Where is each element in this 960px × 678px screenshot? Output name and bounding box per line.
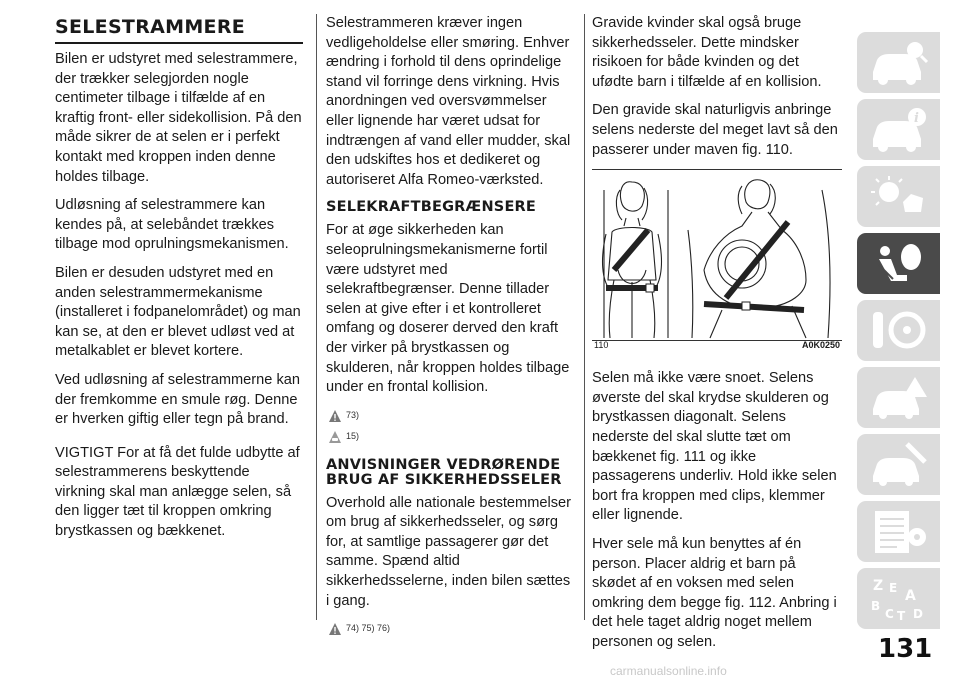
column-2 [326,14,576,641]
key-steering-wheel-icon [867,306,931,356]
paragraph: Udløsning af selestrammere kan kendes på, at selebåndet trækkes tilbage mod oprulningsmekanismen. [55,197,289,253]
caution-car-icon [328,430,342,444]
watermark: carmanualsonline.info [610,664,727,678]
tab-maintenance[interactable] [857,434,940,495]
technical-data-list-icon [867,507,931,557]
caution-reference[interactable] [328,428,576,446]
car-breakdown-icon [867,373,931,423]
svg-text:C: C [885,607,894,621]
alphabetical-index-icon [867,574,931,624]
caution-reference-number: 15) [346,430,360,441]
paragraph: Hver sele må kun benyttes af én person. Placer aldrig et barn på skødet af en voksen med selen omkring dem begge fig. 112. Anbring i det hele taget aldrig noget mellem personen og selen. [592,535,837,650]
page-number: 131 [878,634,933,664]
svg-text:B: B [871,599,881,613]
svg-text:A: A [905,588,916,604]
paragraph: Gravide kvinder skal også bruge sikkerhedsseler. Dette mindsker risikoen for både kvinden og det ufødte barn i tilfælde af en kollision. [592,15,822,90]
column-1 [55,14,303,551]
heading-selestrammere: SELESTRAMMERE [55,16,303,44]
figure-code: A0K0250 [801,339,840,350]
tab-car-warnings[interactable] [857,99,940,160]
maintenance-tools-icon [867,440,931,490]
car-warning-info-icon [867,105,931,155]
warning-reference-number: 73) [346,409,360,420]
pregnant-seatbelt-illustration [592,170,842,340]
warning-triangle-icon [328,622,342,636]
paragraph: Ved udløsning af selestrammerne kan der fremkomme en smule røg. Denne er hverken giftig eller tegn på brand. [55,371,300,428]
warning-reference-numbers: 74) 75) 76) [346,623,391,634]
heading-selekraftbegraensere: SELEKRAFTBEGRÆNSERE [326,199,537,216]
paragraph: Bilen er udstyret med selestrammere, der trækker selegjorden nogle centimeter tilbage i tilfælde af en kraftig front- eller sidekollision. På den måde sikrer de at selen er i perfekt kontakt med kroppen inden denne holdes tilbage. [55,51,302,185]
paragraph: Selestrammeren kræver ingen vedligeholdelse eller smøring. Enhver ændring i forhold til dens oprindelige stand vil forringe dens virkning. Hvis anordningen ved oversvømmelser eller lignende har været udsat for indtrængen af vand eller mudder, skal den udskiftes hos et dedikeret og autoriseret Alfa Romeo-værksted. [326,15,571,188]
svg-text:Z: Z [873,578,884,594]
tab-safety[interactable] [857,233,940,294]
svg-text:i: i [914,111,919,126]
dashboard-lights-icon [867,172,931,222]
figure-110 [592,169,842,350]
tab-dashboard[interactable] [857,166,940,227]
svg-text:T: T [897,609,906,623]
svg-text:E: E [889,581,898,595]
tab-index[interactable] [857,568,940,629]
tab-emergency[interactable] [857,367,940,428]
tab-car-info[interactable] [857,32,940,93]
paragraph: Selen må ikke være snoet. Selens øverste del skal krydse skulderen og brystkassen diagonalt. Selens nederste del skal slutte tæt om bækkenet fig. 111 og ikke passagerens underliv. Hold ikke selen bort fra kroppen med clips, klemmer eller lignende. [592,370,837,524]
chapter-tabs [857,32,940,635]
paragraph: Overhold alle nationale bestemmelser om brug af sikkerhedsseler, og sørg for, at samtlige passagerer gør det samme. Spænd altid sikkerhedsselerne, inden bilen sættes i gang. [326,494,571,609]
warning-triangle-icon [328,409,342,423]
column-divider [584,14,585,620]
airbag-seat-safety-icon [867,239,931,289]
warning-reference[interactable] [328,620,576,638]
tab-starting-driving[interactable] [857,300,940,361]
column-3 [592,14,842,661]
car-info-icon [867,38,931,88]
heading-anvisninger: ANVISNINGER VEDRØRENDE BRUG AF SIKKERHEDSSELER [326,456,562,488]
tab-technical-data[interactable] [857,501,940,562]
warning-reference[interactable] [328,407,576,425]
figure-number: 110 [594,339,609,350]
paragraph: Bilen er desuden udstyret med en anden selestrammermekanisme (installeret i fodpanelområdet) og man kan se, at den er blevet udløst ved at metalkablet er blevet kortere. [55,264,301,360]
column-divider [316,14,317,620]
paragraph: VIGTIGT For at få det fulde udbytte af selestrammerens beskyttende virkning skal man anlægge selen, så den ligger tæt til kroppen omkring brystkassen og bækkenet. [55,444,300,540]
svg-text:D: D [913,607,923,621]
paragraph: For at øge sikkerheden kan seleoprulningsmekanismerne fortil være udstyret med selekraftbegrænser. Denne tillader selen at give efter i et kontrolleret omfang og doserer derved den kraft der virker på brystkassen og skulderen, når kroppen holdes tilbage under en frontal kollision. [326,222,570,396]
paragraph: Den gravide skal naturligvis anbringe selens nederste del meget lavt så den passerer under maven fig. 110. [592,102,838,158]
